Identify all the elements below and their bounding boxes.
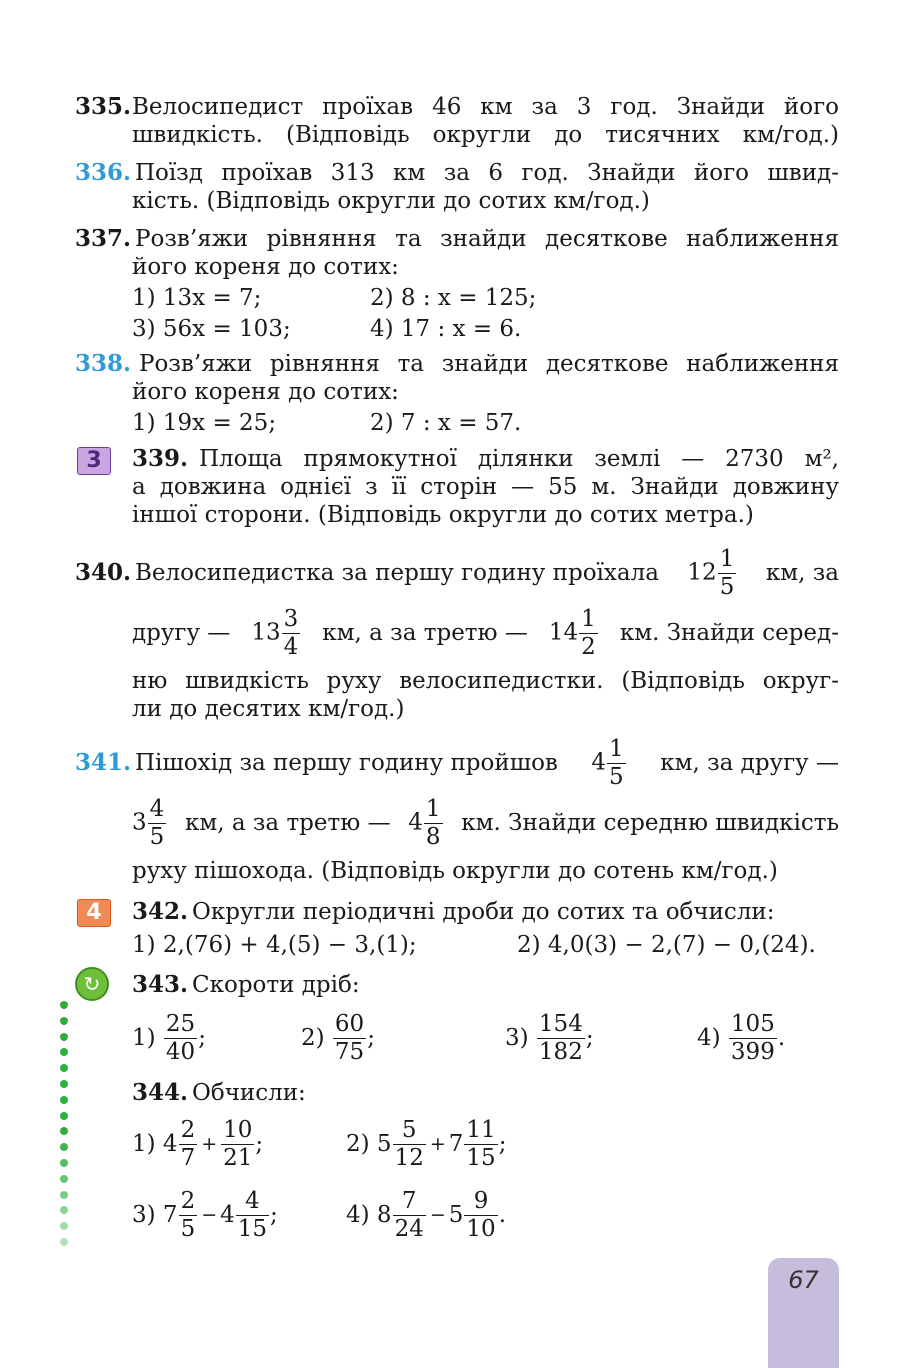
problem-340-text-7: ли до десятих км/год.)	[132, 696, 405, 722]
item-label: 3)	[505, 1025, 529, 1051]
item-end: .	[777, 1025, 786, 1051]
page-number: 67	[788, 1266, 819, 1294]
margin-dot	[60, 1143, 68, 1151]
numerator: 11	[466, 1116, 496, 1143]
fraction	[333, 1010, 366, 1065]
denominator: 10	[466, 1215, 496, 1242]
problem-335-text-2: швидкість. (Відповідь округли до тисячних км/год.)	[132, 122, 839, 148]
margin-dot	[60, 1080, 68, 1088]
problem-337-text-2: його кореня до сотих:	[132, 254, 399, 280]
whole-part: 3	[132, 809, 147, 835]
numerator: 4	[236, 1190, 269, 1216]
denominator: 182	[538, 1038, 583, 1065]
numerator: 105	[730, 1010, 775, 1037]
operator: −	[201, 1204, 218, 1226]
denominator: 15	[237, 1215, 268, 1242]
page-number-tab	[768, 1258, 839, 1368]
problem-339-text-3: іншої сторони. (Відповідь округли до сотих метра.)	[132, 502, 754, 528]
expression-label: 4) 8	[346, 1202, 392, 1228]
mixed-number-2	[251, 605, 301, 660]
margin-dot	[60, 1001, 68, 1009]
problem-339-text-1: Площа прямокутної ділянки землі — 2730 м²,	[199, 446, 839, 472]
numerator: 9	[464, 1190, 497, 1216]
mixed-number-2	[132, 795, 167, 850]
fraction	[236, 1187, 269, 1242]
problem-341-text-4: км. Знайди середню швидкість	[461, 810, 839, 836]
problem-340-text-1: Велосипедистка за першу годину проїхала	[135, 560, 659, 586]
problem-341-text-2: км, за другу —	[660, 750, 839, 776]
margin-dot	[60, 1238, 68, 1246]
whole-part: 4	[220, 1202, 235, 1228]
margin-dot	[60, 1048, 68, 1056]
problem-341-text-1: Пішохід за першу годину пройшов	[135, 750, 558, 776]
problem-339-text-2: а довжина однієї з її сторін — 55 м. Знайди довжину	[132, 474, 839, 500]
numerator: 1	[719, 545, 735, 572]
fraction	[424, 795, 443, 850]
denominator: 40	[165, 1038, 196, 1065]
problem-341-line-1	[135, 732, 839, 794]
denominator: 399	[730, 1038, 775, 1065]
problem-336-text-1: Поїзд проїхав 313 км за 6 год. Знайди його швид-	[135, 160, 839, 186]
margin-dot	[60, 1112, 68, 1120]
problem-337-item-2: 2) 8 : x = 125;	[370, 285, 537, 311]
numerator: 25	[165, 1010, 196, 1037]
problem-335-text-1: Велосипедист проїхав 46 км за 3 год. Знайди його	[132, 94, 839, 120]
mixed-number-3	[548, 605, 599, 660]
problem-343-item	[132, 1008, 206, 1068]
item-label: 1)	[132, 1025, 156, 1051]
whole-part: 4	[408, 809, 423, 835]
expression-label: 3) 7	[132, 1202, 178, 1228]
problem-340-text-5: км. Знайди серед-	[619, 620, 839, 646]
problem-343-item	[301, 1008, 375, 1068]
problem-340-line-1	[135, 542, 839, 604]
numerator: 2	[180, 1187, 196, 1214]
problem-344-expression	[132, 1113, 263, 1175]
fraction	[729, 1010, 777, 1065]
margin-dot	[60, 1127, 68, 1135]
fraction	[464, 1187, 497, 1242]
fraction	[164, 1010, 197, 1065]
problem-number-338: 338.	[75, 350, 132, 377]
problem-343-item	[697, 1008, 785, 1068]
item-end: ;	[367, 1025, 375, 1051]
fraction	[537, 1010, 585, 1065]
fraction	[282, 605, 301, 660]
problem-341-text-5: руху пішохода. (Відповідь округли до сотень км/год.)	[132, 858, 778, 884]
problem-336-text-2: кість. (Відповідь округли до сотих км/год.)	[132, 188, 650, 214]
problem-340-text-6: ню швидкість руху велосипедистки. (Відповідь округ-	[132, 668, 839, 694]
problem-number-343: 343.	[132, 971, 189, 998]
operator: −	[429, 1204, 446, 1226]
fraction	[464, 1116, 497, 1171]
whole-part: 13	[251, 619, 281, 645]
fraction	[718, 545, 737, 600]
fraction	[393, 1116, 426, 1171]
problem-340-line-2	[132, 602, 839, 664]
denominator: 21	[223, 1144, 253, 1171]
expression-end: ;	[270, 1202, 278, 1228]
denominator: 8	[425, 823, 441, 850]
margin-dot	[60, 1096, 68, 1104]
problem-343-title: Скороти дріб:	[192, 972, 360, 998]
margin-dot	[60, 1222, 68, 1230]
fraction	[179, 1187, 198, 1242]
margin-dot	[60, 1175, 68, 1183]
problem-number-340: 340.	[75, 559, 132, 586]
operator: +	[201, 1133, 218, 1155]
expression-end: .	[498, 1202, 506, 1228]
problem-340-text-2: км, за	[765, 560, 839, 586]
item-end: ;	[585, 1025, 594, 1051]
numerator: 7	[393, 1190, 426, 1216]
expression-label: 2) 5	[346, 1131, 392, 1157]
numerator: 1	[425, 795, 441, 822]
problem-344-title: Обчисли:	[192, 1080, 306, 1106]
problem-337-item-3: 3) 56x = 103;	[132, 316, 291, 342]
denominator: 15	[466, 1144, 496, 1171]
numerator: 10	[223, 1116, 253, 1143]
denominator: 4	[283, 633, 299, 660]
denominator: 5	[609, 763, 624, 790]
problem-341-text-3: км, а за третю —	[184, 810, 391, 836]
item-end: ;	[198, 1025, 206, 1051]
numerator: 1	[581, 605, 596, 632]
item-label: 2)	[301, 1025, 325, 1051]
mixed-number-1	[591, 735, 626, 790]
problem-344-expression	[346, 1184, 506, 1246]
numerator: 3	[283, 605, 299, 632]
problem-number-337: 337.	[75, 225, 132, 252]
problem-337-text-1: Розв’яжи рівняння та знайди десяткове наближення	[135, 226, 839, 252]
mixed-number-3	[408, 795, 443, 850]
level-4-badge: 4	[77, 899, 111, 927]
problem-number-341: 341.	[75, 749, 132, 776]
denominator: 24	[394, 1215, 424, 1242]
problem-343-item	[505, 1008, 594, 1068]
problem-342-item-2: 2) 4,0(3) − 2,(7) − 0,(24).	[517, 932, 816, 958]
whole-part: 4	[591, 749, 607, 775]
expression-end: ;	[255, 1131, 264, 1157]
denominator: 2	[581, 633, 596, 660]
fraction	[148, 795, 167, 850]
problem-337-item-4: 4) 17 : x = 6.	[370, 316, 522, 342]
problem-number-336: 336.	[75, 159, 132, 186]
level-3-badge: 3	[77, 447, 111, 475]
numerator: 5	[393, 1119, 426, 1145]
problem-342-text-1: Округли періодичні дроби до сотих та обчисли:	[192, 899, 775, 925]
fraction	[607, 735, 626, 790]
margin-dot	[60, 1033, 68, 1041]
whole-part: 7	[448, 1131, 464, 1157]
problem-number-339: 339.	[132, 445, 189, 472]
numerator: 60	[334, 1010, 365, 1037]
denominator: 12	[394, 1144, 424, 1171]
problem-340-text-4: км, а за третю —	[322, 620, 528, 646]
whole-part: 14	[548, 619, 579, 645]
margin-dot	[60, 1206, 68, 1214]
problem-338-text-1: Розв’яжи рівняння та знайди десяткове наближення	[139, 351, 839, 377]
denominator: 5	[719, 573, 735, 600]
numerator: 2	[180, 1116, 196, 1143]
problem-344-expression	[132, 1184, 278, 1246]
problem-340-text-3: другу —	[132, 620, 231, 646]
fraction	[179, 1116, 198, 1171]
denominator: 7	[180, 1144, 196, 1171]
problem-number-342: 342.	[132, 898, 189, 925]
problem-341-line-2	[132, 792, 839, 854]
problem-338-item-1: 1) 19x = 25;	[132, 410, 277, 436]
numerator: 4	[149, 795, 165, 822]
problem-338-text-2: його кореня до сотих:	[132, 379, 399, 405]
problem-344-expression	[346, 1113, 506, 1175]
mixed-number-1	[687, 545, 737, 600]
numerator: 154	[538, 1010, 583, 1037]
denominator: 5	[180, 1215, 196, 1242]
expression-end: ;	[498, 1131, 507, 1157]
problem-337-item-1: 1) 13x = 7;	[132, 285, 262, 311]
expression-label: 1) 4	[132, 1131, 178, 1157]
margin-dot	[60, 1064, 68, 1072]
problem-number-344: 344.	[132, 1079, 189, 1106]
margin-dot	[60, 1017, 68, 1025]
fraction	[221, 1116, 254, 1171]
item-label: 4)	[697, 1025, 721, 1051]
denominator: 5	[149, 823, 165, 850]
denominator: 75	[334, 1038, 365, 1065]
problem-338-item-2: 2) 7 : x = 57.	[370, 410, 522, 436]
cycle-icon: ↻	[75, 967, 109, 1001]
numerator: 1	[609, 735, 624, 762]
operator: +	[429, 1133, 446, 1155]
whole-part: 12	[687, 559, 717, 585]
whole-part: 5	[448, 1202, 464, 1228]
problem-342-item-1: 1) 2,(76) + 4,(5) − 3,(1);	[132, 932, 417, 958]
margin-dot	[60, 1159, 68, 1167]
margin-dot	[60, 1191, 68, 1199]
problem-number-335: 335.	[75, 93, 132, 120]
fraction	[393, 1187, 426, 1242]
fraction	[579, 605, 598, 660]
